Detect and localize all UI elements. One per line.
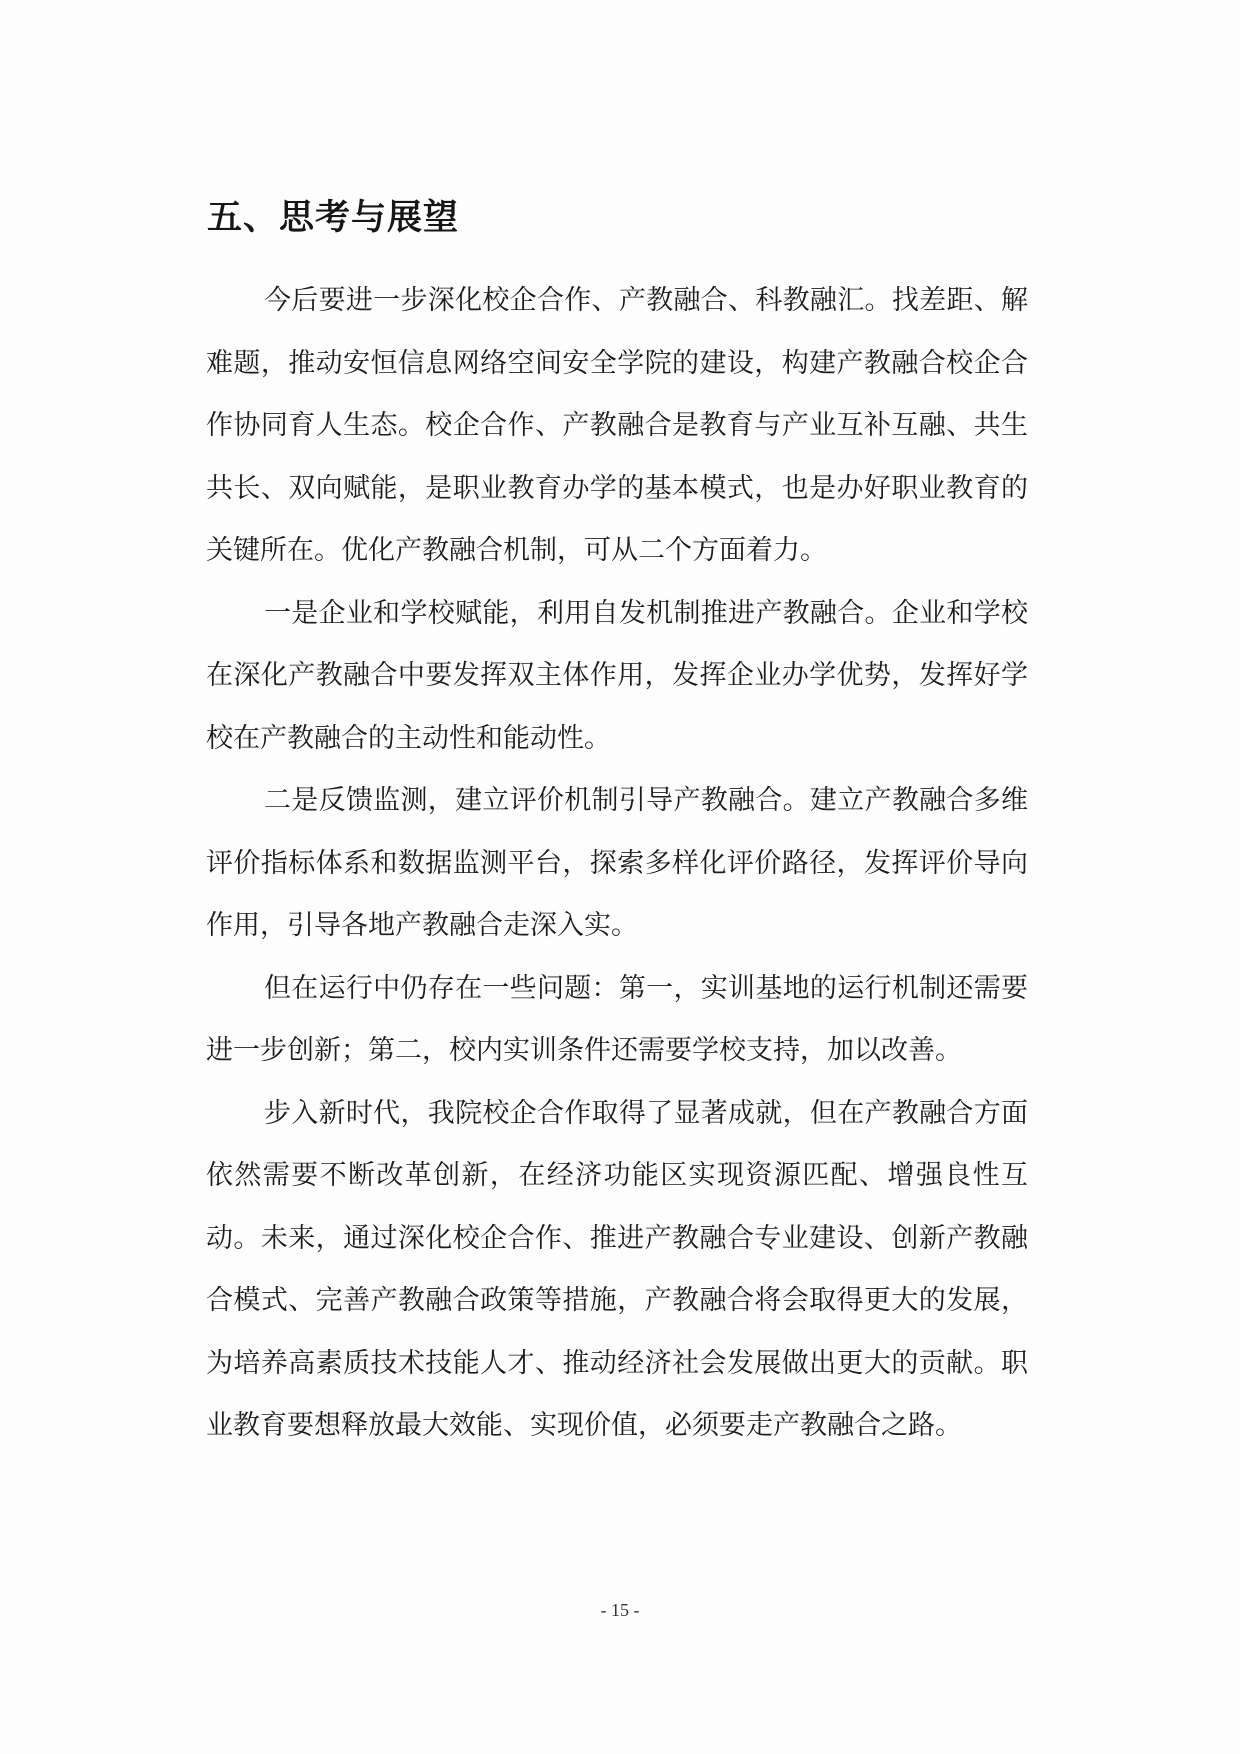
paragraph-point-two: 二是反馈监测，建立评价机制引导产教融合。建立产教融合多维评价指标体系和数据监测平台，探索多样化评价路径，发挥评价导向作用，引导各地产教融合走深入实。 [206,785,1028,941]
page-number: - 15 - [600,1600,640,1620]
body-text [206,270,1028,1458]
paragraph-outlook: 今后要进一步深化校企合作、产教融合、科教融汇。找差距、解难题，推动安恒信息网络空间安全学院的建设，构建产教融合校企合作协同育人生态。校企合作、产教融合是教育与产业互补互融、共生共长、双向赋能，是职业教育办学的基本模式，也是办好职业教育的关键所在。优化产教融合机制，可从二个方面着力。 [206,285,1028,566]
paragraph-point-one: 一是企业和学校赋能，利用自发机制推进产教融合。企业和学校在深化产教融合中要发挥双主体作用，发挥企业办学优势，发挥好学校在产教融合的主动性和能动性。 [206,597,1028,754]
paragraph-conclusion: 步入新时代，我院校企合作取得了显著成就，但在产教融合方面依然需要不断改革创新，在经济功能区实现资源匹配、增强良性互动。未来，通过深化校企合作、推进产教融合专业建设、创新产教融合模式、完善产教融合政策等措施，产教融合将会取得更大的发展，为培养高素质技术技能人才、推动经济社会发展做出更大的贡献。职业教育要想释放最大效能、实现价值，必须要走产教融合之路。 [206,1097,1028,1441]
paragraph-problems: 但在运行中仍存在一些问题：第一，实训基地的运行机制还需要进一步创新；第二，校内实训条件还需要学校支持，加以改善。 [206,972,1028,1066]
section-heading: 五、思考与展望 [207,198,460,238]
